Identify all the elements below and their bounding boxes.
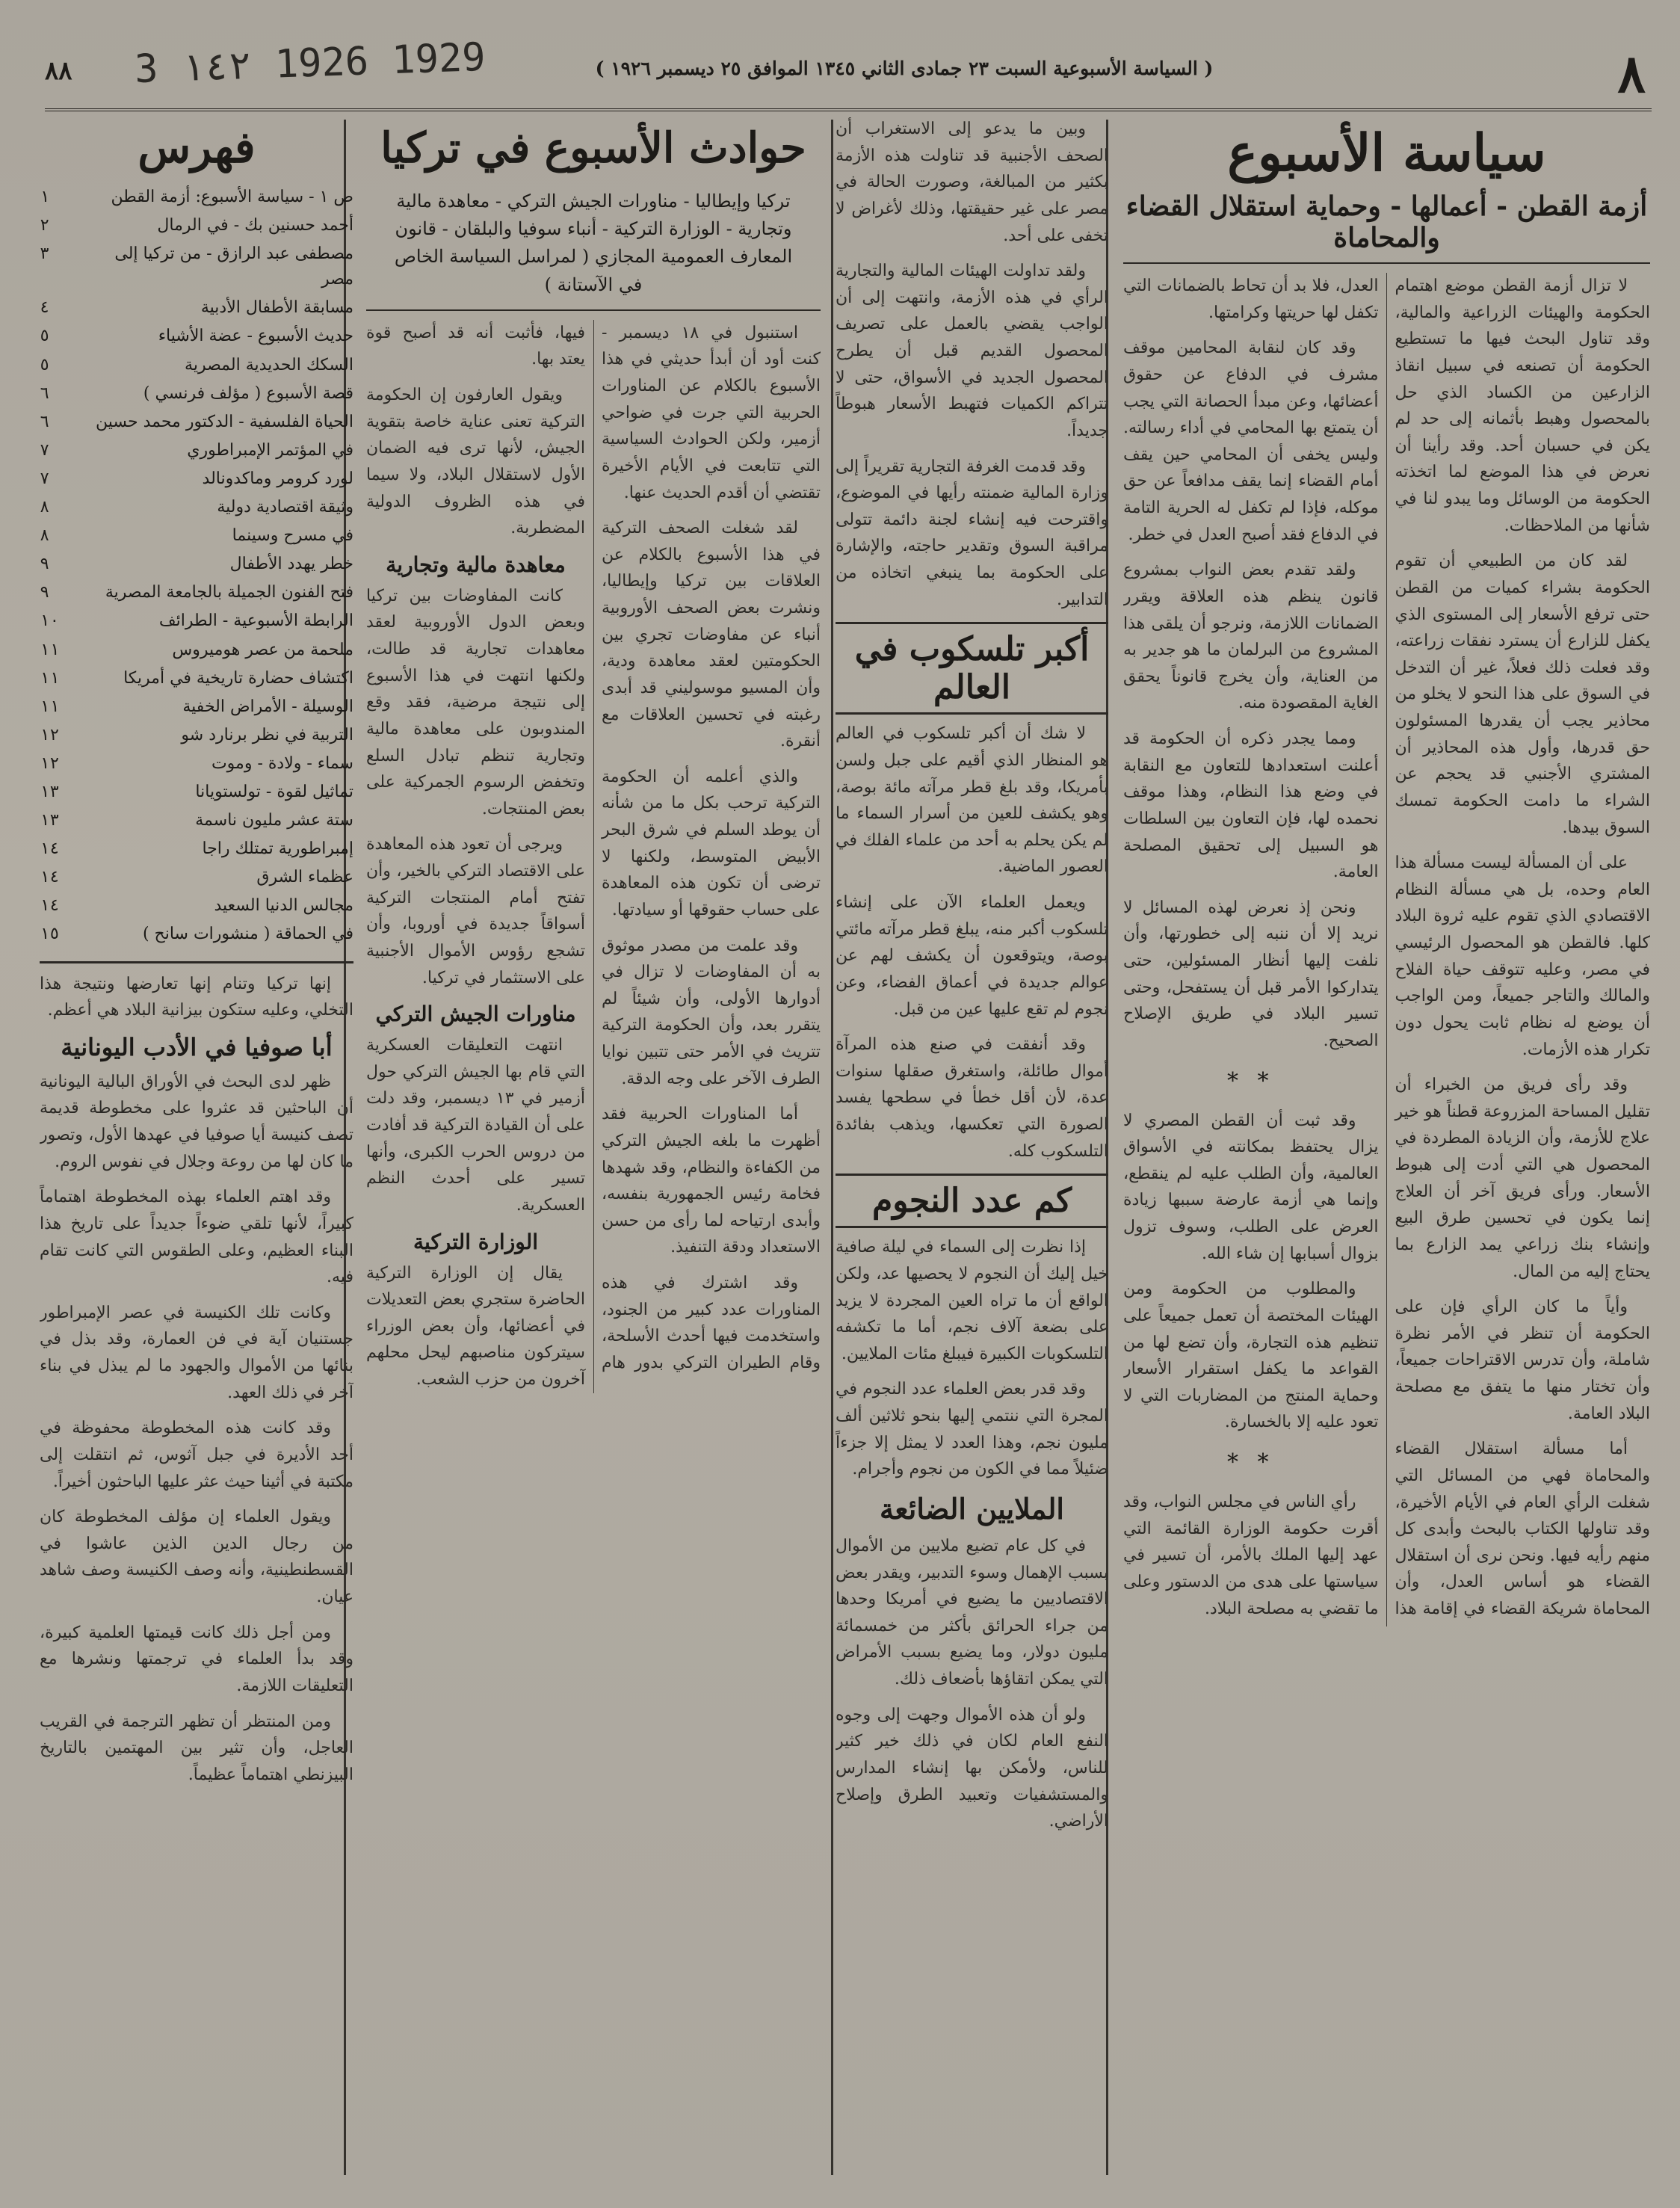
index-item-title: الحياة الفلسفية - الدكتور محمد حسين bbox=[95, 412, 353, 431]
column-turkey-events bbox=[366, 116, 821, 2179]
index-item-page: ٧ bbox=[40, 469, 50, 488]
index-item bbox=[40, 240, 353, 294]
index-item-page: ١ bbox=[40, 188, 50, 206]
index-item bbox=[40, 863, 353, 892]
index-item-page: ٩ bbox=[40, 583, 50, 602]
index-item-page: ١٣ bbox=[40, 811, 60, 830]
index-item bbox=[40, 835, 353, 863]
paragraph: لقد كان من الطبيعي أن تقوم الحكومة بشراء كميات من القطن حتى ترفع الأسعار إلى المستوى الذي يكفل للزارع أن يسترد نفقات زراعته، وقد فعلت ذلك فعلاً، غير أن التدخل في السوق على هذا النحو لا يخلو من محاذير يجب أن يقدرها المسئولون حق قدرها، وأول هذه المحاذير أن المشتري الأجنبي قد يحجم عن الشراء ما دامت الحكومة تمسك السوق بيدها. bbox=[1395, 552, 1650, 837]
paragraph: انتهت التعليقات العسكرية التي قام بها الجيش التركي حول أزمير في ١٣ ديسمبر، وقد دلت على أن القيادة التركية قد أفادت من دروس الحرب الكبرى، وأنها تسير على أحدث النظم العسكرية. bbox=[366, 1036, 586, 1215]
article-heading-stars: كم عدد النجوم bbox=[836, 1174, 1108, 1228]
paragraph: أما مسألة استقلال القضاء والمحاماة فهي من المسائل التي شغلت الرأي العام في الأيام الأخيرة، وقد تناولها الكتاب بالبحث وأبدى كل منهم رأيه فيها. ونحن نرى أن استقلال القضاء هو أساس العدل، وأن المحاماة شريكة القضاء في إقامة هذا العدل، فلا بد أن تحاط بالضمانات التي تكفل لها حريتها وكرامتها. bbox=[1123, 277, 1650, 1618]
index-item bbox=[40, 636, 353, 664]
index-item bbox=[40, 437, 353, 465]
index-item-page: ١١ bbox=[40, 640, 60, 659]
index-item-page: ١٤ bbox=[40, 896, 60, 916]
article-body bbox=[1123, 273, 1650, 1626]
index-item bbox=[40, 607, 353, 635]
index-item bbox=[40, 664, 353, 693]
folio-number-right: ٨ bbox=[1617, 43, 1646, 105]
index-item bbox=[40, 183, 353, 212]
paragraph: وقد قدر بعض العلماء عدد النجوم في المجرة التي ننتمي إليها بنحو ثلاثين ألف مليون نجم، وهذا العدد لا يمثل إلا جزءاً ضئيلاً مما في الكون من نجوم وأجرام. bbox=[836, 1380, 1108, 1479]
index-item-page: ١٥ bbox=[40, 925, 60, 944]
section-heading: معاهدة مالية وتجارية bbox=[386, 552, 566, 577]
paragraph: لقد شغلت الصحف التركية في هذا الأسبوع بالكلام عن العلاقات بين تركيا وإيطاليا، ونشرت بعض الصحف الأوروبية أنباء عن مفاوضات تجري بين الحكومتين لعقد معاهدة ودية، وأن المسيو موسوليني قد أبدى رغبته في تحسين العلاقات مع أنقرة. bbox=[602, 519, 821, 751]
index-item bbox=[40, 778, 353, 807]
index-title: فهرس bbox=[138, 122, 256, 173]
paragraph: وقد اشترك في هذه المناورات عدد كبير من الجنود، واستخدمت فيها أحدث الأسلحة، وقام الطيران التركي بدور هام فيها، فأثبت أنه قد أصبح قوة يعتد بها. bbox=[366, 323, 821, 1372]
index-item-title: قصة الأسبوع ( مؤلف فرنسي ) bbox=[143, 383, 353, 403]
paragraph: وبين ما يدعو إلى الاستغراب أن الصحف الأجنبية قد تناولت هذه الأزمة بكثير من المبالغة، وصورت الحالة في مصر على غير حقيقتها، وذلك لأغراض لا تخفى على أحد. bbox=[836, 120, 1108, 245]
paragraph: ويقول العلماء إن مؤلف المخطوطة كان من رجال الدين الذين عاشوا في القسطنطينية، وأنه وصف الكنيسة وصف شاهد عيان. bbox=[40, 1508, 353, 1607]
paragraph: يقال إن الوزارة التركية الحاضرة ستجري بعض التعديلات في أعضائها، وأن بعض الوزراء سيتركون مناصبهم ليحل محلهم آخرون من حزب الشعب. bbox=[366, 1263, 585, 1389]
paragraph: على أن المسألة ليست مسألة هذا العام وحده، بل هي مسألة النظام الاقتصادي الذي تقوم عليه ثروة البلاد كلها. فالقطن هو المحصول الرئيسي في مصر، وعليه تتوقف حياة الفلاح والمالك والتاجر جميعاً، ومن الواجب أن يوضع له نظام ثابت يحول دون تكرار هذه الأزمات. bbox=[1395, 854, 1650, 1059]
article-body bbox=[366, 320, 821, 1393]
index-item-page: ١١ bbox=[40, 697, 60, 716]
paragraph: رأي الناس في مجلس النواب، وقد أقرت حكومة الوزارة القائمة التي عهد إليها الملك بالأمر، أن تسير في سياستها على هدى من الدستور وعلى ما تقضي به مصلحة البلاد. bbox=[1123, 1493, 1379, 1618]
index-item-page: ٤ bbox=[40, 298, 50, 318]
index-item bbox=[40, 408, 353, 437]
index-item bbox=[40, 465, 353, 493]
column-rule bbox=[831, 120, 833, 2175]
section-separator: * * bbox=[1226, 1449, 1275, 1475]
index-item-page: ٨ bbox=[40, 526, 50, 546]
index-item bbox=[40, 212, 353, 240]
paragraph: ويعمل العلماء الآن على إنشاء تلسكوب أكبر منه، يبلغ قطر مرآته مائتي بوصة، ويتوقعون أن يكشف لهم عن عوالم جديدة في أعماق الفضاء، وعن نجوم لم تقع عليها عين من قبل. bbox=[836, 893, 1108, 1019]
paragraph: ويقول العارفون إن الحكومة التركية تعنى عناية خاصة بتقوية الجيش، لأنها ترى فيه الضمان الأول لاستقلال البلاد، ولا سيما في هذه الظروف الدولية المضطربة. bbox=[366, 386, 585, 538]
paragraph: والمطلوب من الحكومة ومن الهيئات المختصة أن تعمل جميعاً على تنظيم هذه التجارة، وأن تضع لها من القواعد ما يكفل استقرار الأسعار وحماية المنتج من المضاربات التي لا تعود عليه إلا بالخسارة. bbox=[1123, 1280, 1379, 1432]
index-item-title: لورد كرومر وماكدونالد bbox=[202, 469, 353, 488]
article-title: سياسة الأسبوع bbox=[1227, 123, 1546, 183]
paragraph: وقد قدمت الغرفة التجارية تقريراً إلى وزارة المالية ضمنته رأيها في الموضوع، واقترحت فيه إنشاء لجنة دائمة تتولى مراقبة السوق وتقدير حاجته، والإشارة على الحكومة بما ينبغي اتخاذه من التدابير. bbox=[836, 457, 1108, 609]
index-item bbox=[40, 693, 353, 721]
index-item bbox=[40, 579, 353, 607]
index-item bbox=[40, 522, 353, 550]
index-item-title: مجالس الدنيا السعيد bbox=[214, 896, 353, 916]
paragraph: وقد علمت من مصدر موثوق به أن المفاوضات لا تزال في أدوارها الأولى، وأن شيئاً لم يتقرر بعد، وأن الحكومة التركية تتريث في الأمر حتى تتبين نوايا الطرف الآخر على وجه الدقة. bbox=[602, 936, 821, 1088]
index-item bbox=[40, 351, 353, 380]
paragraph: وقد اهتم العلماء بهذه المخطوطة اهتماماً كبيراً، لأنها تلقي ضوءاً جديداً على تاريخ هذا البناء العظيم، وعلى الطقوس التي كانت تقام فيه. bbox=[40, 1188, 353, 1287]
article-deck: تركيا وإيطاليا - مناورات الجيش التركي - معاهدة مالية وتجارية - الوزارة التركية - أنباء سوفيا والبلقان - قانون المعارف العمومية المجازي ( لمراسل السياسة الخاص في الآستانة ) bbox=[366, 180, 821, 311]
index-item-page: ٧ bbox=[40, 440, 50, 460]
index-item bbox=[40, 322, 353, 351]
index-item-title: في المؤتمر الإمبراطوري bbox=[187, 440, 353, 460]
paragraph: ولقد تداولت الهيئات المالية والتجارية الرأي في هذه الأزمة، وانتهت إلى أن الواجب يقضي بالعمل على تصريف المحصول القديم قبل أن يطرح المحصول الجديد في الأسواق، حتى لا تتراكم الكميات فتهبط الأسعار هبوطاً جديداً. bbox=[836, 262, 1108, 440]
index-item-title: الوسيلة - الأمراض الخفية bbox=[182, 697, 353, 716]
index-item-page: ٥ bbox=[40, 355, 50, 374]
index-item-page: ١٢ bbox=[40, 753, 60, 773]
paragraph: ومن المنتظر أن تظهر الترجمة في القريب العاجل، وأن تثير بين المهتمين بالتاريخ البيزنطي اهتماماً عظيماً. bbox=[40, 1712, 353, 1784]
index-item-page: ١٤ bbox=[40, 839, 60, 859]
article-heading-hagia-sophia: أبا صوفيا في الأدب اليونانية bbox=[61, 1032, 333, 1061]
article-heading-telescope: أكبر تلسكوب في العالم bbox=[836, 622, 1108, 715]
paragraph: لا شك أن أكبر تلسكوب في العالم هو المنظار الذي أقيم على جبل ولسن بأمريكا، وقد بلغ قطر مرآته مائة بوصة، وهو يكشف للعين من أسرار السماء ما لم يكن يحلم به أحد من علماء الفلك في العصور الماضية. bbox=[836, 724, 1108, 877]
index-item-page: ٦ bbox=[40, 412, 50, 431]
paragraph: ونحن إذ نعرض لهذه المسائل لا نريد إلا أن ننبه إلى خطورتها، وأن نلفت إليها أنظار المسئولين، حتى يتداركوا الأمر قبل أن يستفحل، وحتى تسير البلاد في طريق الإصلاح الصحيح. bbox=[1123, 898, 1379, 1050]
index-item-title: التربية في نظر برنارد شو bbox=[181, 725, 353, 744]
index-item bbox=[40, 807, 353, 835]
index-item bbox=[40, 750, 353, 778]
paragraph: والذي أعلمه أن الحكومة التركية ترحب بكل ما من شأنه أن يوطد السلم في شرق البحر الأبيض المتوسط، ولكنها لا ترضى أن تكون هذه المعاهدة على حساب حقوقها أو سيادتها. bbox=[602, 767, 821, 919]
article-subtitle: أزمة القطن - أعمالها - وحماية استقلال القضاء والمحاماة bbox=[1123, 191, 1650, 264]
index-item-title: خطر يهدد الأطفال bbox=[229, 555, 353, 574]
paragraph: وقد كان لنقابة المحامين موقف مشرف في الدفاع عن حقوق أعضائها، وعن مبدأ الحصانة التي يجب أن يتمتع بها المحامي في أداء رسالته. وليس يخفى أن المحامي حين يقف أمام القضاء إنما يقف مدافعاً عن حق موكله، فإذا لم تكفل له الحرية التامة في الدفاع فقد أصبح العدل في خطر. bbox=[1123, 339, 1379, 544]
section-separator: * * bbox=[1226, 1067, 1275, 1094]
index-item-title: سماء - ولادة - وموت bbox=[211, 753, 353, 773]
index-item-title: السكك الحديدية المصرية bbox=[185, 355, 353, 374]
paragraph: وقد ثبت أن القطن المصري لا يزال يحتفظ بمكانته في الأسواق العالمية، وأن الطلب عليه لم ينقطع، وإنما هي أزمة عارضة سببها زيادة العرض على الطلب، وسوف تزول بزوال أسبابها إن شاء الله. bbox=[1123, 1111, 1379, 1263]
index-item-title: مصطفى عبد الرازق - من تركيا إلى مصر bbox=[114, 244, 353, 289]
index-list bbox=[40, 183, 353, 949]
paragraph: استنبول في ١٨ ديسمبر - كنت أود أن أبدأ حديثي في هذا الأسبوع بالكلام عن المناورات الحربية التي جرت في ضواحي أزمير، ولكن الحوادث السياسية التي تتابعت في الأيام الأخيرة تقتضي أن أقدم الحديث عنها. bbox=[602, 323, 821, 502]
handwritten-annotation: 3 ١٤٢ 1926 1929 bbox=[134, 34, 487, 93]
paragraph: كانت المفاوضات بين تركيا وبعض الدول الأوروبية لعقد معاهدات تجارية قد طالت، ولكنها انتهت في هذا الأسبوع إلى نتيجة مرضية، فقد وقع المندوبون على معاهدة مالية وتجارية تنظم تبادل السلع وتخفض الرسوم الجمركية على بعض المنتجات. bbox=[366, 586, 585, 818]
article-title: حوادث الأسبوع في تركيا bbox=[380, 123, 806, 173]
index-item-page: ٥ bbox=[40, 327, 50, 346]
paragraph: أما المناورات الحربية فقد أظهرت ما بلغه الجيش التركي من الكفاءة والنظام، وقد شهدها فخامة رئيس الجمهورية بنفسه، وأبدى ارتياحه لما رأى من حسن الاستعداد ودقة التنفيذ. bbox=[602, 1105, 821, 1257]
index-item bbox=[40, 550, 353, 579]
index-item-title: عظماء الشرق bbox=[256, 868, 353, 887]
index-item-title: ملحمة من عصر هوميروس bbox=[172, 640, 353, 659]
index-item-title: اكتشاف حضارة تاريخية في أمريكا bbox=[123, 668, 353, 688]
index-item-page: ١٢ bbox=[40, 725, 60, 744]
paragraph: وقد رأى فريق من الخبراء أن تقليل المساحة المزروعة قطناً هو خير علاج للأزمة، وأن الزيادة المطردة في المحصول هي التي أدت إلى هبوط الأسعار. ورأى فريق آخر أن العلاج إنما يكون في تحسين طرق البيع وإنشاء بنك زراعي يمد الزارع بما يحتاج إليه من المال. bbox=[1395, 1076, 1650, 1281]
index-item-title: حديث الأسبوع - عضة الأشياء bbox=[158, 327, 353, 346]
index-item-page: ٨ bbox=[40, 498, 50, 517]
index-item bbox=[40, 721, 353, 750]
paragraph: لا تزال أزمة القطن موضع اهتمام الحكومة والهيئات الزراعية والمالية، وقد تناول البحث فيها ما تستطيع الحكومة أن تصنعه في سبيل انقاذ الزارعين من الكساد الذي حل بالمحصول وهبط بأثمانه إلى حد لم يكن في حسبان أحد. وقد رأينا أن نعرض في هذا الموضع لما اتخذته الحكومة من الوسائل وما يبدو لنا في شأنها من الملاحظات. bbox=[1395, 277, 1650, 535]
index-item-title: مسابقة الأطفال الأدبية bbox=[200, 298, 353, 318]
index-item-title: في الحماقة ( منشورات سانح ) bbox=[142, 925, 353, 944]
index-item-page: ١٤ bbox=[40, 868, 60, 887]
paragraph: ولو أن هذه الأموال وجهت إلى وجوه النفع العام لكان في ذلك خير كثير للناس، ولأمكن بها إنشاء المدارس والمستشفيات وتعبيد الطرق وإصلاح الأراضي. bbox=[836, 1705, 1108, 1831]
paragraph: ولقد تقدم بعض النواب بمشروع قانون ينظم هذه العلاقة ويقرر الضمانات اللازمة، ونرجو أن يلقى هذا المشروع من البرلمان ما هو جدير به من العناية، وأن يخرج قانوناً يحقق الغاية المقصودة منه. bbox=[1123, 561, 1379, 713]
index-item-title: الرابطة الأسبوعية - الطرائف bbox=[158, 611, 353, 631]
index-item-page: ١١ bbox=[40, 668, 60, 688]
index-item-title: ص ١ - سياسة الأسبوع: أزمة القطن bbox=[111, 188, 353, 206]
index-item-title: في مسرح وسينما bbox=[232, 526, 353, 546]
column-miscellany bbox=[836, 116, 1108, 2179]
index-item-page: ٣ bbox=[40, 244, 50, 264]
index-item-page: ٢ bbox=[40, 216, 50, 235]
index-item-page: ١٠ bbox=[40, 611, 60, 631]
paragraph: وأياً ما كان الرأي فإن على الحكومة أن تنظر في الأمر نظرة شاملة، وأن تدرس الاقتراحات جميعاً، وأن تختار منها ما يتفق مع مصلحة البلاد العامة. bbox=[1395, 1298, 1650, 1423]
paragraph: ومن أجل ذلك كانت قيمتها العلمية كبيرة، وقد بدأ العلماء في ترجمتها ونشرها مع التعليقات اللازمة. bbox=[40, 1623, 353, 1695]
paragraph: وكانت تلك الكنيسة في عصر الإمبراطور جستنيان آية في فن العمارة، وقد بذل في بنائها من الأموال والجهود ما لم يبذل في بناء آخر في ذلك العهد. bbox=[40, 1303, 353, 1402]
index-item-title: أحمد حسنين بك - في الرمال bbox=[157, 216, 353, 235]
folio-number-left: ٨٨ bbox=[45, 56, 72, 86]
column-index bbox=[40, 116, 353, 2179]
index-divider bbox=[40, 961, 353, 963]
index-item-title: فتح الفنون الجميلة بالجامعة المصرية bbox=[105, 583, 353, 602]
index-item-page: ٩ bbox=[40, 555, 50, 574]
index-item-title: وثيقة اقتصادية دولية bbox=[217, 498, 353, 517]
masthead-dateline: ( السياسة الأسبوعية السبت ٢٣ جمادى الثاني ١٣٤٥ الموافق ٢٥ ديسمبر ١٩٢٦ ) bbox=[595, 58, 1214, 79]
paragraph: وقد أنفقت في صنع هذه المرآة أموال طائلة، واستغرق صقلها سنوات عدة، لأن أقل خطأ في سطحها يفسد الصورة التي تعكسها، ويذهب بفائدة التلسكوب كله. bbox=[836, 1035, 1108, 1161]
column-weekly-politics bbox=[1123, 116, 1650, 2179]
page-header bbox=[45, 34, 1652, 111]
article-heading-lost-millions: الملايين الضائعة bbox=[880, 1491, 1064, 1526]
index-item-title: إمبراطورية تمتلك راجا bbox=[202, 839, 353, 859]
paragraph: إذا نظرت إلى السماء في ليلة صافية خيل إليك أن النجوم لا يحصيها عد، ولكن الواقع أن ما تراه العين المجردة لا يزيد على بضعة آلاف نجم، أما ما تكشفه التلسكوبات الكبيرة فيبلغ مئات الملايين. bbox=[836, 1238, 1108, 1363]
index-item-page: ٦ bbox=[40, 383, 50, 403]
index-item bbox=[40, 380, 353, 408]
index-item-title: ستة عشر مليون ناسمة bbox=[195, 811, 353, 830]
paragraph: إنها تركيا وتنام إنها تعارضها ونتيجة هذا التخلي، وعليه ستكون بيزانية البلاد هي أعظم. bbox=[40, 974, 353, 1020]
index-item-page: ١٣ bbox=[40, 782, 60, 801]
paragraph: وقد كانت هذه المخطوطة محفوظة في أحد الأديرة في جبل آثوس، ثم انتقلت إلى مكتبة في أثينا حيث عثر عليها الباحثون أخيراً. bbox=[40, 1419, 353, 1491]
paragraph: ويرجى أن تعود هذه المعاهدة على الاقتصاد التركي بالخير، وأن تفتح أمام المنتجات التركية أسواقاً جديدة في أوروبا، وأن تشجع رؤوس الأموال الأجنبية على الاستثمار في تركيا. bbox=[366, 835, 585, 987]
paragraph: ظهر لدى البحث في الأوراق البالية اليونانية أن الباحثين قد عثروا على مخطوطة قديمة تصف كنيسة أيا صوفيا في عهدها الأول، وتصور ما كان لها من روعة وجلال في نفوس الروم. bbox=[40, 1072, 353, 1171]
index-item-title: تماثيل لقوة - تولستويانا bbox=[195, 782, 353, 801]
index-item bbox=[40, 920, 353, 949]
paragraph: في كل عام تضيع ملايين من الأموال بسبب الإهمال وسوء التدبير، ويقدر بعض الاقتصاديين ما يضيع في أمريكا وحدها من جراء الحرائق بأكثر من خمسمائة مليون دولار، وما يضيع بسبب الأمراض التي يمكن اتقاؤها بأضعاف ذلك. bbox=[836, 1536, 1108, 1689]
section-heading: مناورات الجيش التركي bbox=[375, 1002, 576, 1027]
paragraph: ومما يجدر ذكره أن الحكومة قد أعلنت استعدادها للتعاون مع النقابة في وضع هذا النظام، وهذا موقف نحمده لها، فإن التعاون بين السلطات هو السبيل إلى تحقيق المصلحة العامة. bbox=[1123, 730, 1379, 882]
index-item bbox=[40, 493, 353, 522]
index-item bbox=[40, 892, 353, 920]
index-item bbox=[40, 294, 353, 322]
section-heading: الوزارة التركية bbox=[413, 1229, 538, 1254]
